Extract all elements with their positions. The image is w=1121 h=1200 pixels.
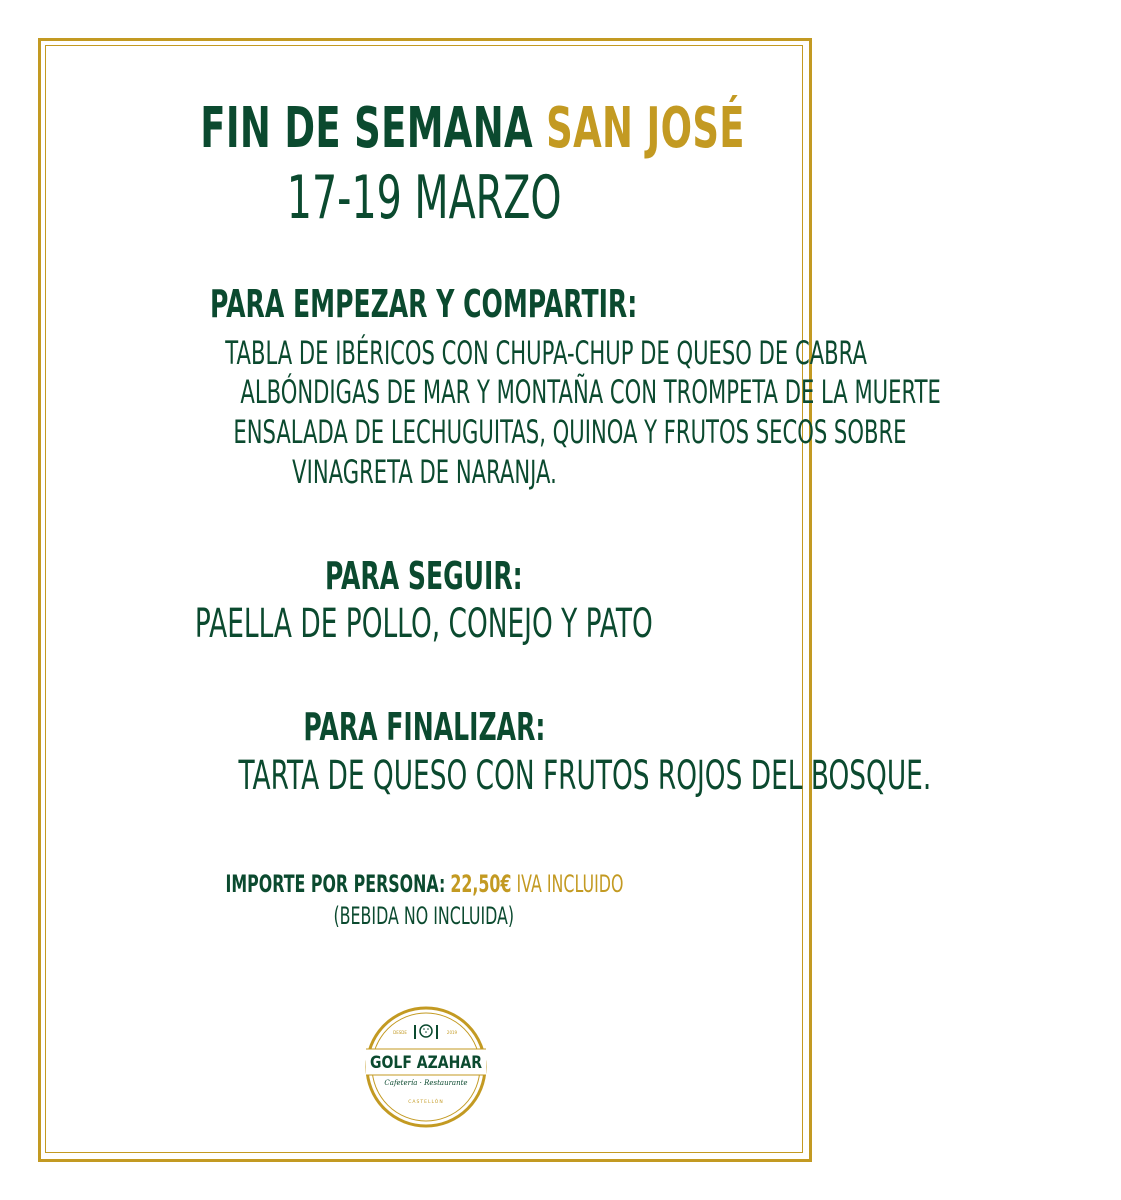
title-highlight: SAN JOSÉ — [546, 96, 745, 161]
price-amount: 22,50€ — [449, 870, 511, 898]
knife-icon — [436, 1025, 438, 1039]
logo-name: GOLF AZAHAR — [370, 1053, 482, 1073]
title-main: FIN DE SEMANA — [200, 96, 533, 161]
fork-icon — [414, 1025, 416, 1039]
logo-since-label: DESDE — [393, 1030, 407, 1035]
logo-emblem — [364, 1005, 488, 1129]
golf-ball-icon — [420, 1025, 432, 1037]
page-title — [60, 97, 788, 161]
dessert-item: TARTA DE QUESO CON FRUTOS ROJOS DEL BOSQUE. — [238, 753, 932, 799]
logo-city: CASTELLÓN — [408, 1100, 444, 1105]
logo-since-year: 2019 — [446, 1030, 458, 1035]
restaurant-logo — [364, 1005, 488, 1129]
starter-item: VINAGRETA DE NARANJA. — [291, 453, 557, 491]
section-heading-main: PARA SEGUIR: — [325, 554, 523, 598]
price-line — [60, 870, 788, 898]
starter-item: ALBÓNDIGAS DE MAR Y MONTAÑA CON TROMPETA DE LA MUERTE — [240, 373, 941, 411]
price-label: IMPORTE POR PERSONA: — [225, 870, 445, 898]
drink-note: (BEBIDA NO INCLUIDA) — [333, 902, 515, 930]
section-heading-dessert: PARA FINALIZAR: — [302, 705, 546, 749]
main-course-item: PAELLA DE POLLO, CONEJO Y PATO — [195, 601, 653, 647]
section-heading-starters: PARA EMPEZAR Y COMPARTIR: — [210, 282, 638, 326]
logo-subtitle: Cafetería · Restaurante — [384, 1079, 468, 1087]
price-tax-note: IVA INCLUIDO — [516, 870, 623, 898]
starter-item: ENSALADA DE LECHUGUITAS, QUINOA Y FRUTOS SECOS SOBRE — [233, 413, 907, 451]
event-dates: 17-19 MARZO — [286, 163, 562, 233]
starter-item: TABLA DE IBÉRICOS CON CHUPA-CHUP DE QUESO DE CABRA — [225, 334, 867, 372]
